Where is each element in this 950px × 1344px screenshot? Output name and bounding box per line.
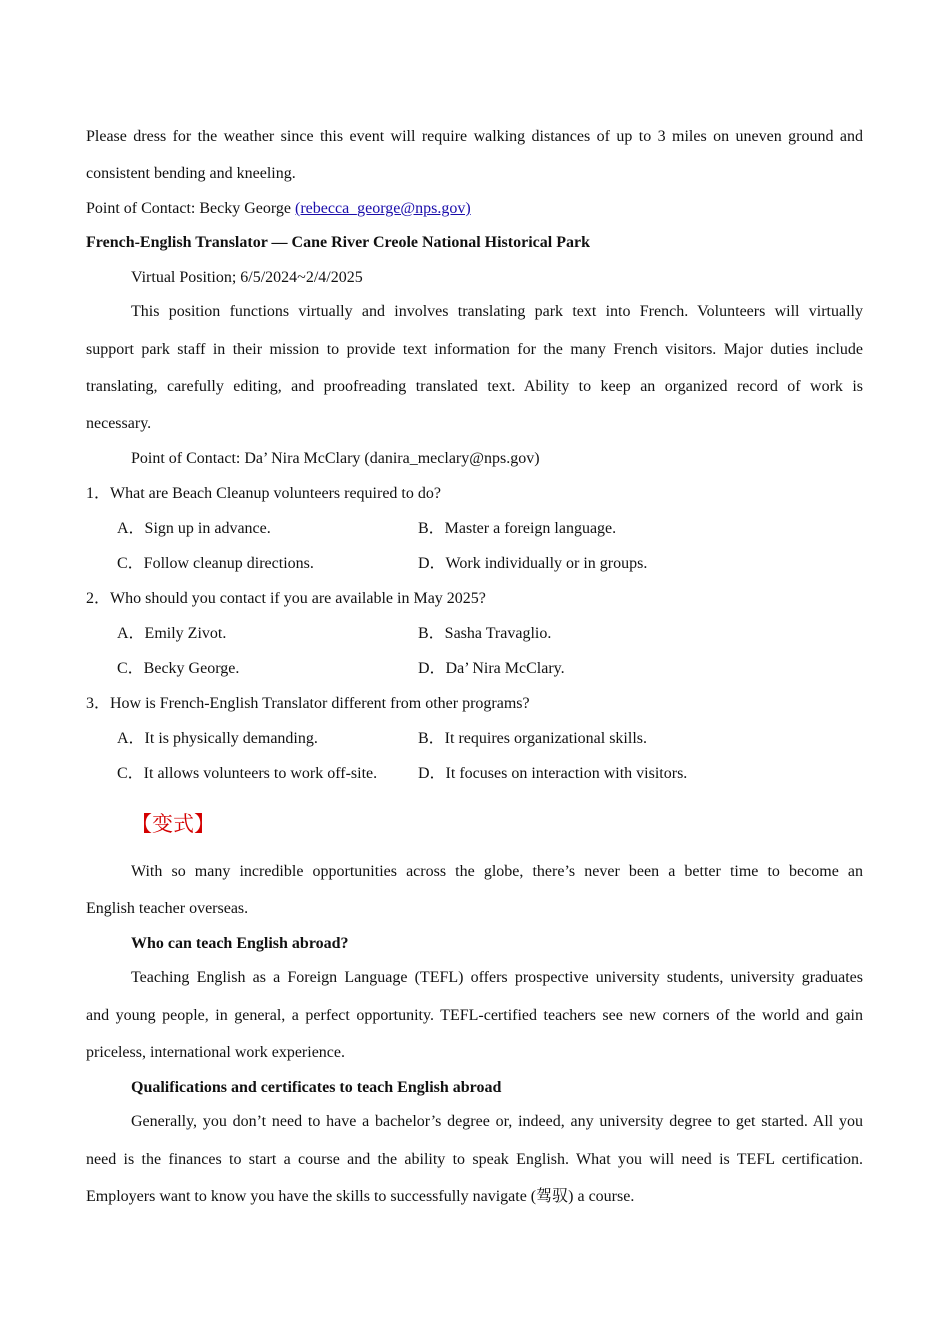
translator-desc-line-1: This position functions virtually and involves translating park text into French. Volunteers will virtually xyxy=(131,303,863,320)
translator-position: Virtual Position; 6/5/2024~2/4/2025 xyxy=(131,269,363,286)
question-2-option-d: D．Da’ Nira McClary. xyxy=(418,660,565,677)
becky-email-link[interactable]: (rebecca_george@nps.gov) xyxy=(295,200,471,217)
variant-intro-line-1: With so many incredible opportunities across the globe, there’s never been a better time to become an xyxy=(131,863,863,880)
section-heading-who-can-teach: Who can teach English abroad? xyxy=(131,935,349,952)
question-1-option-b: B．Master a foreign language. xyxy=(418,520,617,537)
translator-desc-line-3: translating, carefully editing, and proofreading translated text. Ability to keep an organized record of work is xyxy=(86,378,863,395)
translator-contact: Point of Contact: Da’ Nira McClary (danira_meclary@nps.gov) xyxy=(131,450,540,467)
question-1-stem: 1．What are Beach Cleanup volunteers required to do? xyxy=(86,485,441,502)
qualifications-para-line-1: Generally, you don’t need to have a bachelor’s degree or, indeed, any university degree to get started. All you xyxy=(131,1113,863,1130)
question-2-stem: 2．Who should you contact if you are available in May 2025? xyxy=(86,590,486,607)
variant-intro-line-2: English teacher overseas. xyxy=(86,900,249,917)
translator-desc-line-2: support park staff in their mission to provide text information for the many French visitors. Major duties include xyxy=(86,341,863,358)
question-3-stem: 3．How is French-English Translator different from other programs? xyxy=(86,695,530,712)
translator-title: French-English Translator — Cane River Creole National Historical Park xyxy=(86,234,590,251)
question-3-option-b: B．It requires organizational skills. xyxy=(418,730,647,747)
question-2-option-b: B．Sasha Travaglio. xyxy=(418,625,552,642)
question-1-option-a: A．Sign up in advance. xyxy=(117,520,271,537)
tefl-para-line-2: and young people, in general, a perfect opportunity. TEFL-certified teachers see new corners of the world and gain xyxy=(86,1007,863,1024)
dress-note-line-1: Please dress for the weather since this event will require walking distances of up to 3 miles on uneven ground and xyxy=(86,128,863,145)
qualifications-para-line-3: Employers want to know you have the skills to successfully navigate (驾驭) a course. xyxy=(86,1188,635,1205)
section-heading-qualifications: Qualifications and certificates to teach English abroad xyxy=(131,1079,502,1096)
variant-label: 【变式】 xyxy=(131,812,215,836)
tefl-para-line-1: Teaching English as a Foreign Language (TEFL) offers prospective university students, university graduates xyxy=(131,969,863,986)
question-3-option-d: D．It focuses on interaction with visitors. xyxy=(418,765,688,782)
dress-note-line-2: consistent bending and kneeling. xyxy=(86,165,296,182)
question-3-option-c: C．It allows volunteers to work off-site. xyxy=(117,765,378,782)
translator-desc-line-4: necessary. xyxy=(86,415,152,432)
becky-contact-line xyxy=(86,199,471,219)
contact-label: Point of Contact: Becky George xyxy=(86,200,291,217)
question-3-option-a: A．It is physically demanding. xyxy=(117,730,318,747)
question-1-option-d: D．Work individually or in groups. xyxy=(418,555,648,572)
question-2-option-c: C．Becky George. xyxy=(117,660,240,677)
qualifications-para-line-2: need is the finances to start a course and the ability to speak English. What you will need is TEFL certification. xyxy=(86,1151,863,1168)
question-2-option-a: A．Emily Zivot. xyxy=(117,625,227,642)
tefl-para-line-3: priceless, international work experience. xyxy=(86,1044,345,1061)
question-1-option-c: C．Follow cleanup directions. xyxy=(117,555,314,572)
